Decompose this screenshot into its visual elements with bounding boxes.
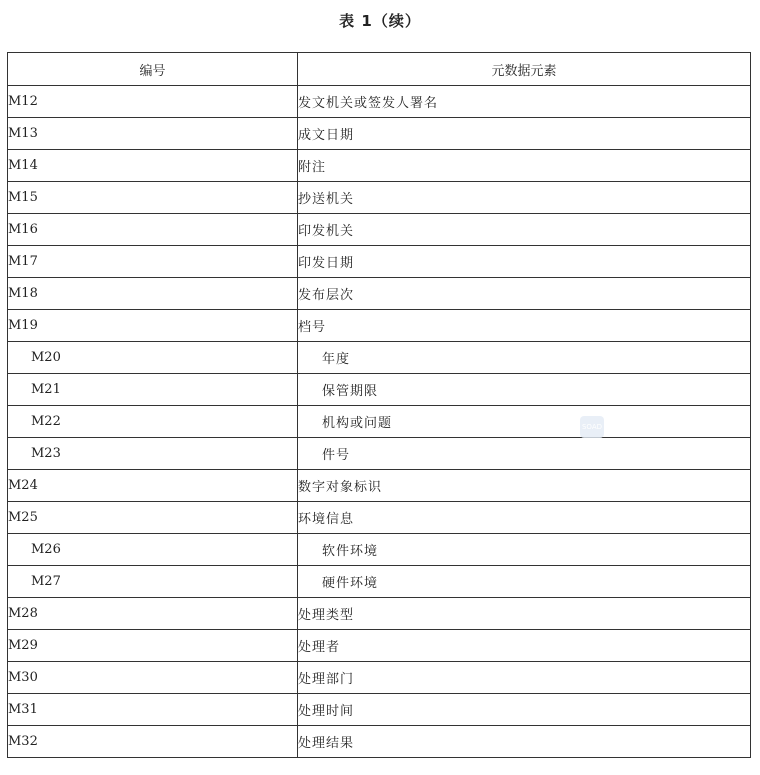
row-element-name: 年度 bbox=[298, 342, 751, 374]
table-row bbox=[8, 470, 751, 502]
row-code: M26 bbox=[8, 534, 298, 566]
table-row bbox=[8, 246, 751, 278]
row-element-name: 抄送机关 bbox=[298, 182, 751, 214]
table-row bbox=[8, 118, 751, 150]
row-element-name: 处理时间 bbox=[298, 694, 751, 726]
table-row bbox=[8, 374, 751, 406]
row-element-name: 发布层次 bbox=[298, 278, 751, 310]
row-code: M25 bbox=[8, 502, 298, 534]
table-row bbox=[8, 406, 751, 438]
table-row bbox=[8, 502, 751, 534]
header-code: 编号 bbox=[8, 53, 298, 86]
row-element-name: 数字对象标识 bbox=[298, 470, 751, 502]
row-code: M17 bbox=[8, 246, 298, 278]
table-caption: 表 1（续） bbox=[339, 12, 421, 30]
row-code: M29 bbox=[8, 630, 298, 662]
table-row bbox=[8, 150, 751, 182]
row-code: M21 bbox=[8, 374, 298, 406]
table-row bbox=[8, 694, 751, 726]
table-row bbox=[8, 438, 751, 470]
table-row bbox=[8, 214, 751, 246]
header-element: 元数据元素 bbox=[298, 53, 751, 86]
row-code: M12 bbox=[8, 86, 298, 118]
table-row bbox=[8, 534, 751, 566]
row-element-name: 处理结果 bbox=[298, 726, 751, 758]
row-element-name: 件号 bbox=[298, 438, 751, 470]
table-row bbox=[8, 278, 751, 310]
table-row bbox=[8, 662, 751, 694]
row-element-name: 机构或问题 bbox=[298, 406, 751, 438]
row-code: M19 bbox=[8, 310, 298, 342]
row-element-name: 印发机关 bbox=[298, 214, 751, 246]
table-row bbox=[8, 342, 751, 374]
row-element-name: 处理部门 bbox=[298, 662, 751, 694]
table-row bbox=[8, 86, 751, 118]
row-element-name: 成文日期 bbox=[298, 118, 751, 150]
row-code: M30 bbox=[8, 662, 298, 694]
table-row bbox=[8, 726, 751, 758]
table-row bbox=[8, 598, 751, 630]
row-element-name: 印发日期 bbox=[298, 246, 751, 278]
row-element-name: 环境信息 bbox=[298, 502, 751, 534]
row-element-name: 软件环境 bbox=[298, 534, 751, 566]
table-row bbox=[8, 182, 751, 214]
row-code: M20 bbox=[8, 342, 298, 374]
row-element-name: 保管期限 bbox=[298, 374, 751, 406]
row-code: M22 bbox=[8, 406, 298, 438]
row-code: M18 bbox=[8, 278, 298, 310]
row-code: M14 bbox=[8, 150, 298, 182]
row-element-name: 档号 bbox=[298, 310, 751, 342]
row-code: M28 bbox=[8, 598, 298, 630]
row-code: M27 bbox=[8, 566, 298, 598]
row-code: M15 bbox=[8, 182, 298, 214]
watermark-logo: SOAD bbox=[580, 416, 604, 438]
row-code: M23 bbox=[8, 438, 298, 470]
row-element-name: 附注 bbox=[298, 150, 751, 182]
row-element-name: 硬件环境 bbox=[298, 566, 751, 598]
row-code: M32 bbox=[8, 726, 298, 758]
row-code: M13 bbox=[8, 118, 298, 150]
table-row bbox=[8, 310, 751, 342]
row-code: M31 bbox=[8, 694, 298, 726]
table-row bbox=[8, 630, 751, 662]
row-element-name: 发文机关或签发人署名 bbox=[298, 86, 751, 118]
table-header-row bbox=[8, 53, 751, 86]
row-element-name: 处理者 bbox=[298, 630, 751, 662]
metadata-table bbox=[7, 52, 751, 758]
row-code: M24 bbox=[8, 470, 298, 502]
row-code: M16 bbox=[8, 214, 298, 246]
table-row bbox=[8, 566, 751, 598]
row-element-name: 处理类型 bbox=[298, 598, 751, 630]
